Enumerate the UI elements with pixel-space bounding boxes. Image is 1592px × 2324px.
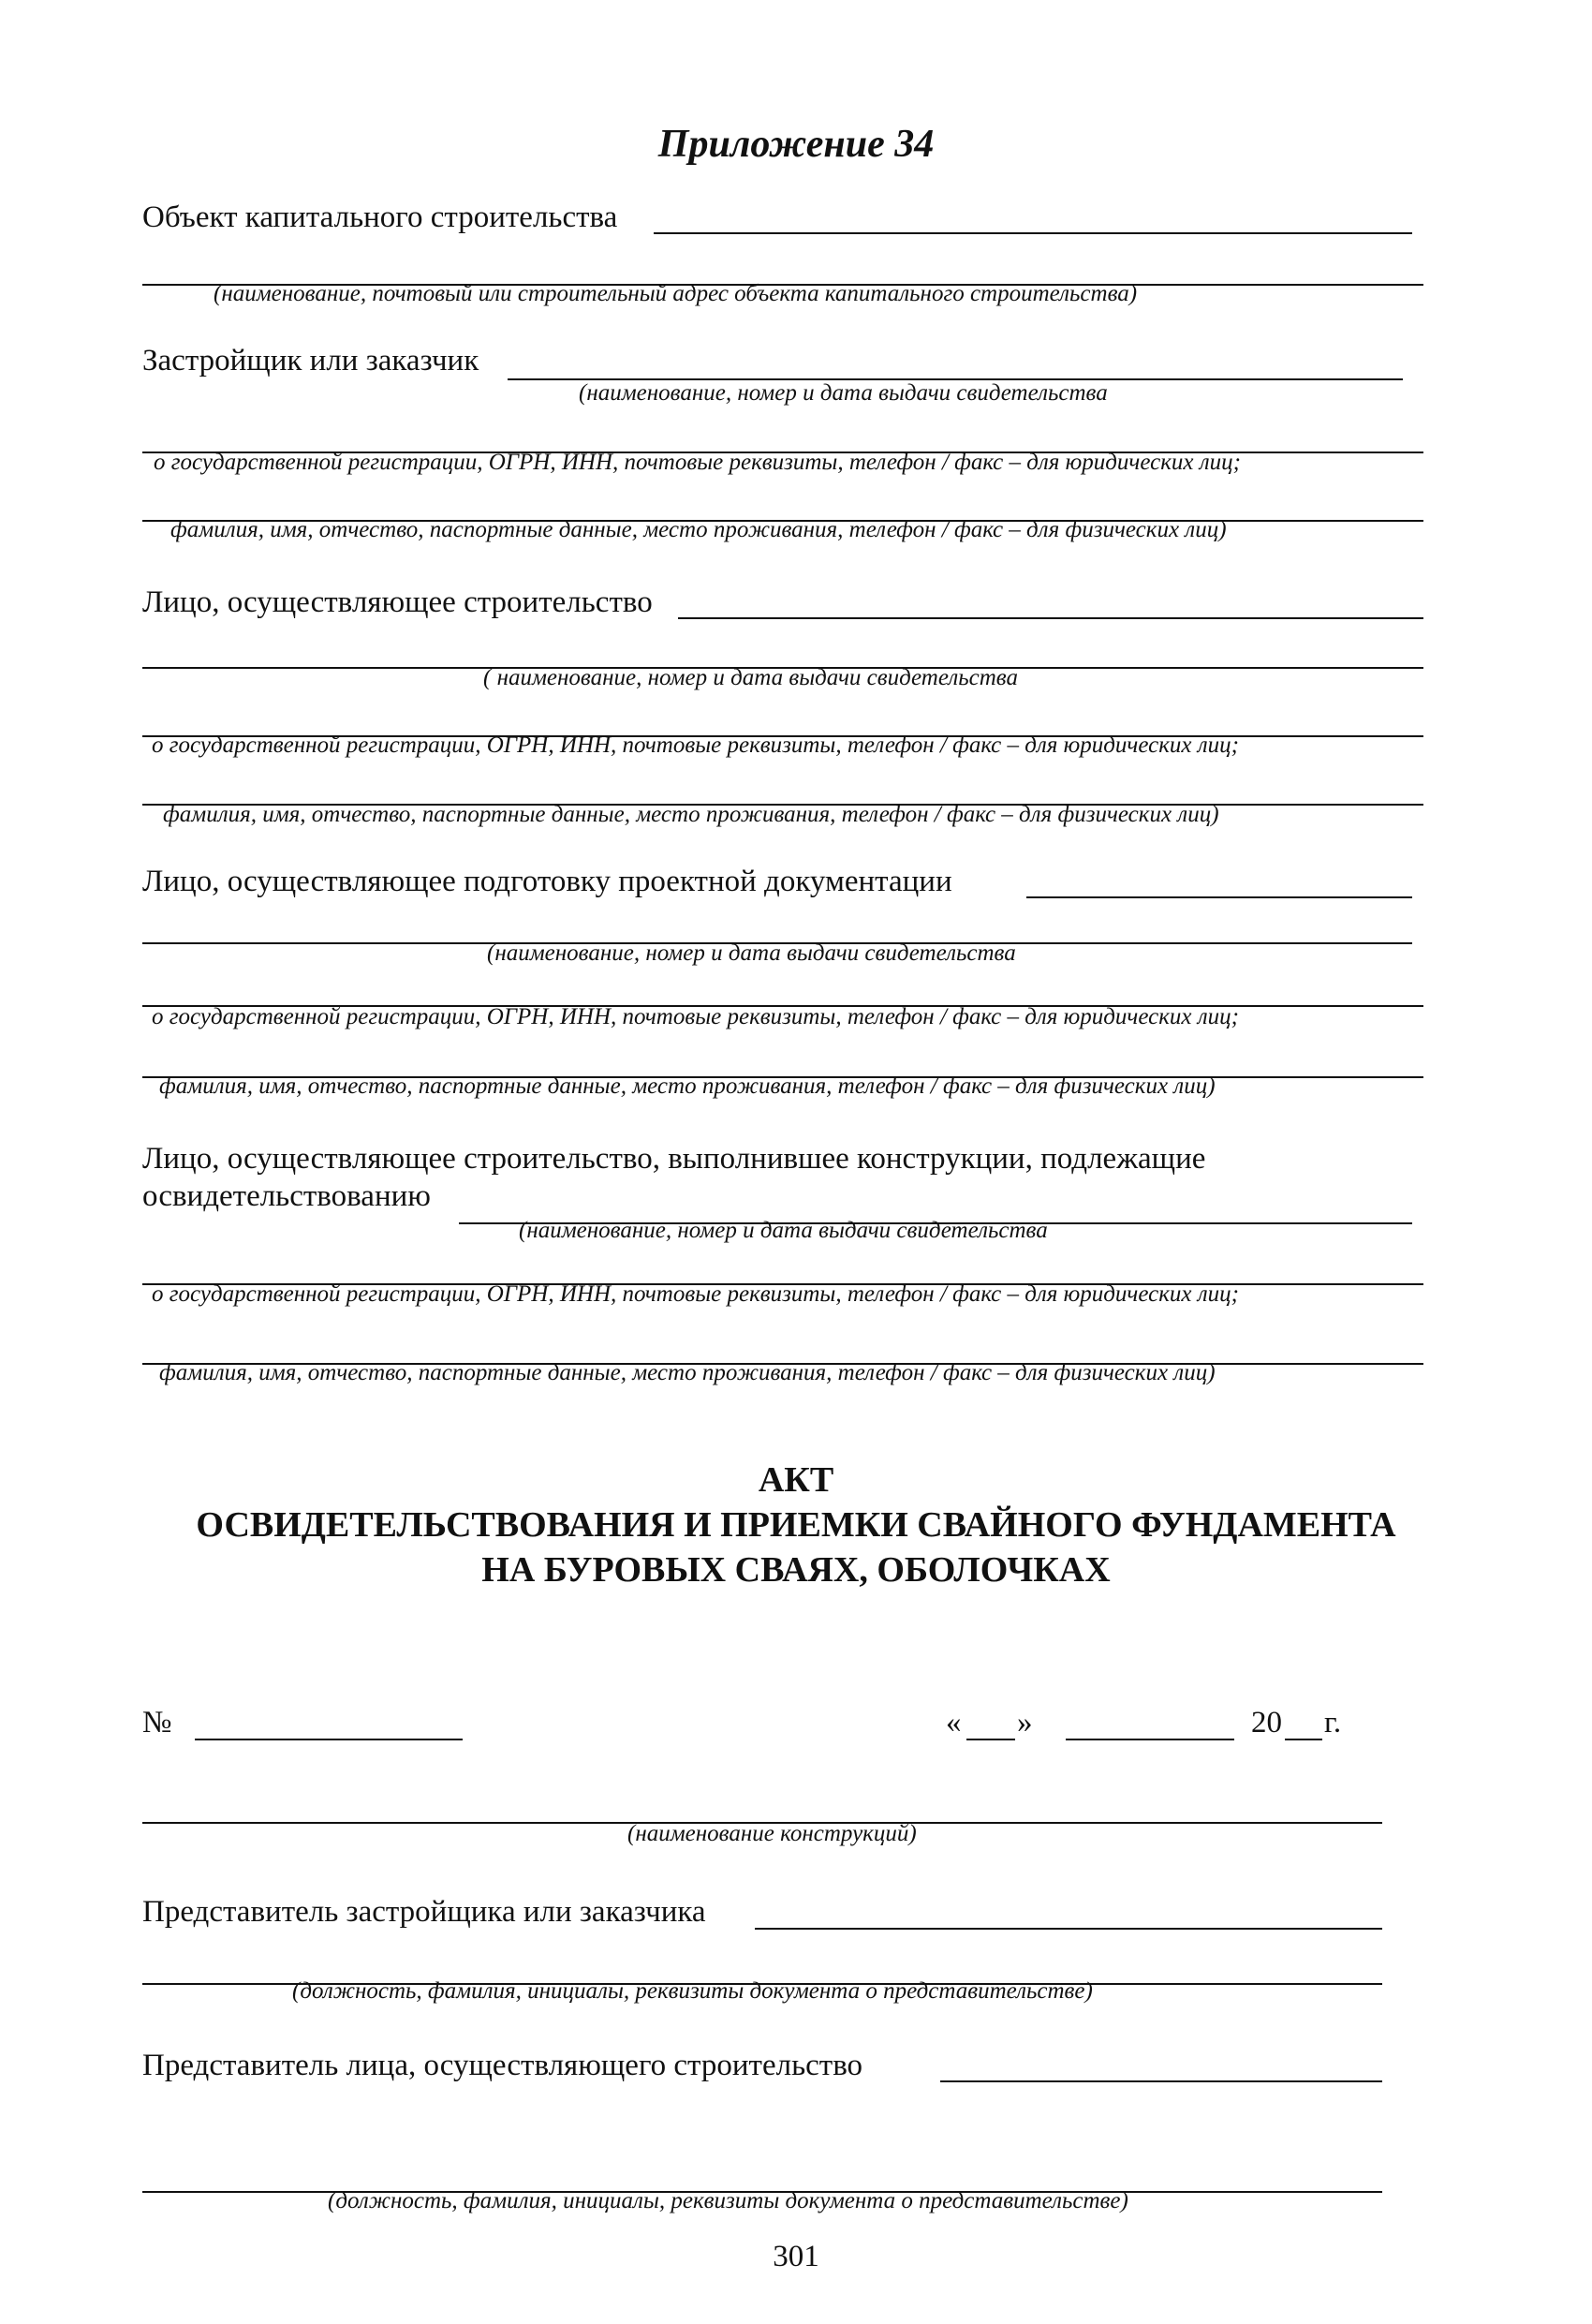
designer-input-line[interactable] (1026, 896, 1412, 898)
developer-caption-1: (наименование, номер и дата выдачи свидетельства (579, 380, 1108, 406)
number-sign: № (142, 1706, 172, 1739)
act-title-line2: ОСВИДЕТЕЛЬСТВОВАНИЯ И ПРИЕМКИ СВАЙНОГО ФУНДАМЕНТА (196, 1505, 1396, 1545)
builder-caption-3: фамилия, имя, отчество, паспортные данные, место проживания, телефон / факс – для физических лиц) (163, 802, 1219, 827)
developer-label: Застройщик или заказчик (142, 344, 479, 377)
builder-input-line[interactable] (678, 617, 1423, 619)
rep-builder-caption: (должность, фамилия, инициалы, реквизиты документа о представительстве) (328, 2188, 1128, 2213)
performer-label-line2: освидетельствованию (142, 1179, 431, 1213)
quote-close: » (1017, 1706, 1033, 1739)
rep-developer-input-line[interactable] (755, 1928, 1382, 1930)
year-suffix: г. (1324, 1706, 1342, 1739)
designer-caption-1: (наименование, номер и дата выдачи свидетельства (487, 940, 1016, 966)
developer-caption-3: фамилия, имя, отчество, паспортные данные, место проживания, телефон / факс – для физических лиц) (170, 517, 1227, 542)
builder-caption-2: о государственной регистрации, ОГРН, ИНН, почтовые реквизиты, телефон / факс – для юридических лиц; (152, 733, 1239, 758)
designer-caption-3: фамилия, имя, отчество, паспортные данные, место проживания, телефон / факс – для физических лиц) (159, 1073, 1216, 1099)
act-title-line1: АКТ (758, 1460, 834, 1500)
performer-caption-2: о государственной регистрации, ОГРН, ИНН, почтовые реквизиты, телефон / факс – для юридических лиц; (152, 1281, 1239, 1307)
rep-builder-input-line[interactable] (940, 2080, 1382, 2082)
performer-caption-1: (наименование, номер и дата выдачи свидетельства (519, 1218, 1048, 1243)
rep-developer-caption: (должность, фамилия, инициалы, реквизиты документа о представительстве) (292, 1978, 1093, 2004)
designer-caption-2: о государственной регистрации, ОГРН, ИНН, почтовые реквизиты, телефон / факс – для юридических лиц; (152, 1004, 1239, 1029)
quote-open: « (946, 1706, 962, 1739)
builder-label: Лицо, осуществляющее строительство (142, 585, 653, 619)
act-title-line3: НА БУРОВЫХ СВАЯХ, ОБОЛОЧКАХ (481, 1550, 1111, 1590)
number-input-line[interactable] (195, 1739, 463, 1740)
performer-caption-3: фамилия, имя, отчество, паспортные данные, место проживания, телефон / факс – для физических лиц) (159, 1360, 1216, 1385)
developer-caption-2: о государственной регистрации, ОГРН, ИНН, почтовые реквизиты, телефон / факс – для юридических лиц; (154, 450, 1241, 475)
performer-label-line1: Лицо, осуществляющее строительство, выполнившее конструкции, подлежащие (142, 1142, 1206, 1176)
builder-caption-1: ( наименование, номер и дата выдачи свидетельства (483, 665, 1018, 690)
day-input-line[interactable] (966, 1739, 1015, 1740)
object-caption: (наименование, почтовый или строительный адрес объекта капитального строительства) (214, 281, 1138, 306)
rep-builder-label: Представитель лица, осуществляющего строительство (142, 2049, 863, 2082)
rep-developer-label: Представитель застройщика или заказчика (142, 1895, 706, 1929)
construction-caption: (наименование конструкций) (627, 1821, 917, 1846)
object-input-line[interactable] (654, 232, 1412, 234)
year-input-line[interactable] (1285, 1739, 1322, 1740)
month-input-line[interactable] (1066, 1739, 1234, 1740)
appendix-title: Приложение 34 (657, 123, 935, 166)
page-number: 301 (773, 2240, 819, 2273)
year-prefix: 20 (1251, 1706, 1282, 1739)
designer-label: Лицо, осуществляющее подготовку проектной документации (142, 865, 952, 898)
object-label: Объект капитального строительства (142, 200, 618, 234)
